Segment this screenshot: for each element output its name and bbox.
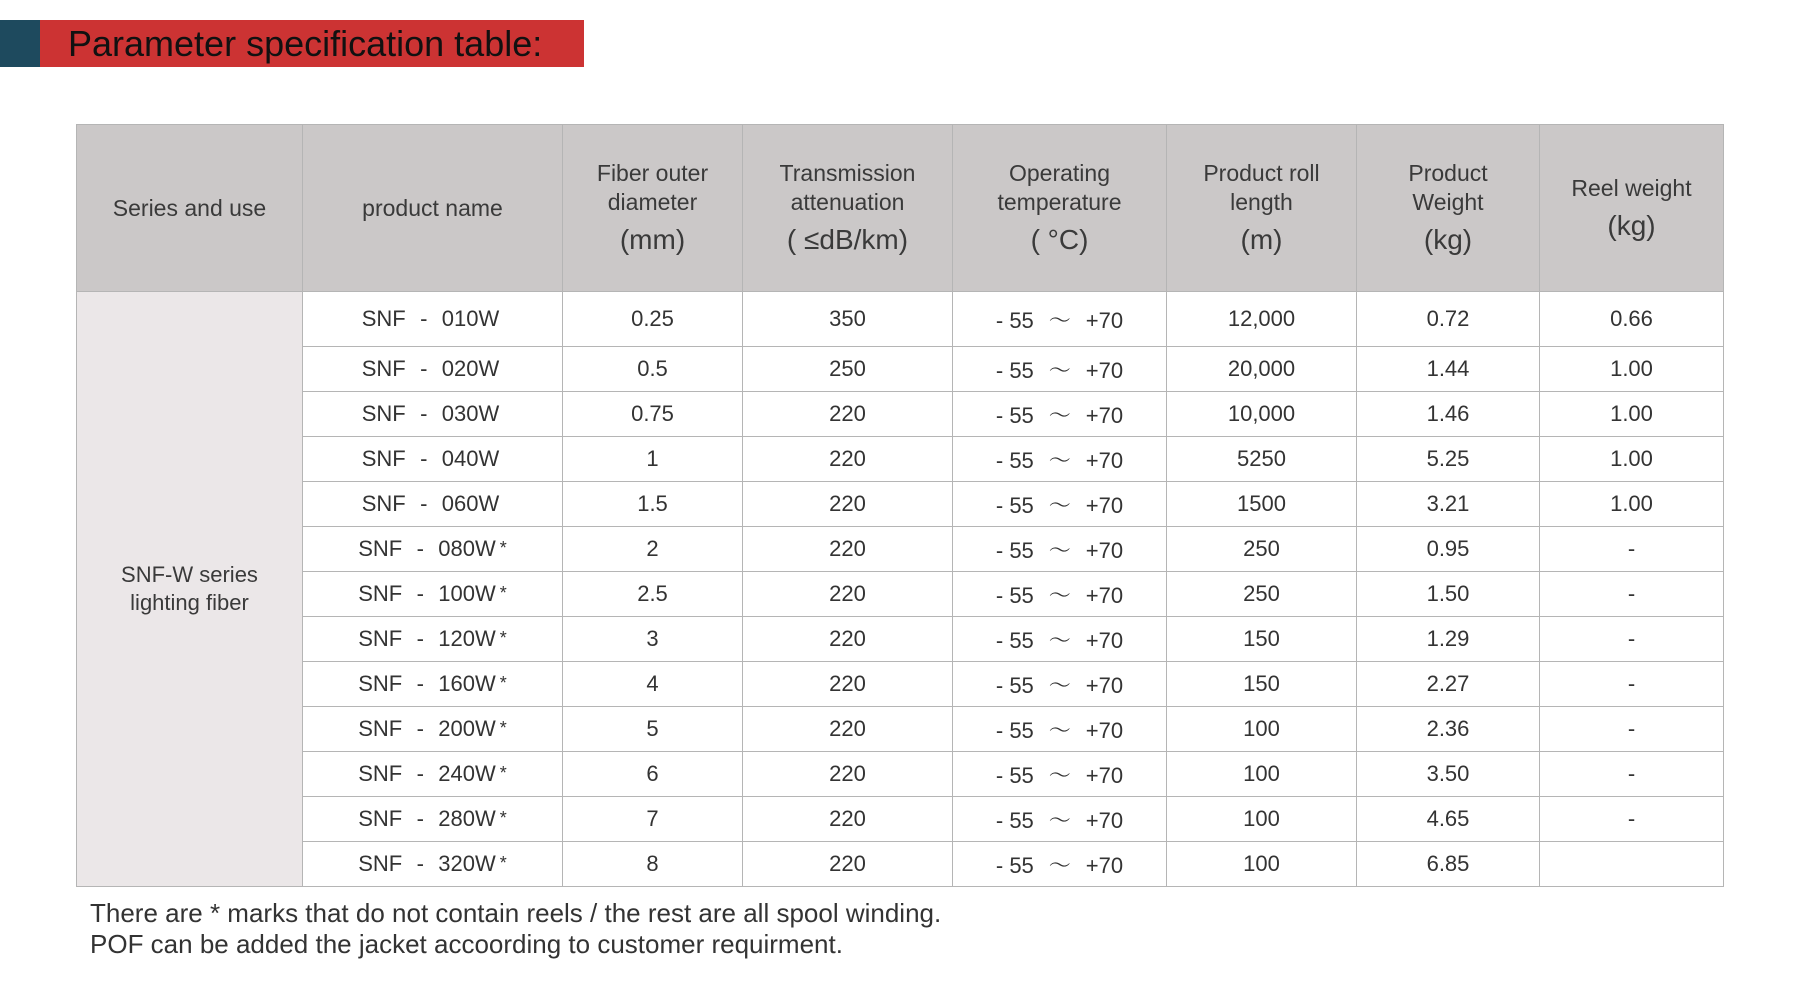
temp-min: - 55 — [995, 717, 1034, 743]
product-prefix: SNF — [361, 491, 406, 516]
cell-product-weight: 1.46 — [1357, 392, 1540, 437]
table-body — [77, 292, 1724, 887]
cell-operating-temperature — [953, 527, 1167, 572]
product-code: 010W — [441, 306, 500, 331]
product-code: 020W — [441, 356, 500, 381]
cell-attenuation: 220 — [743, 527, 953, 572]
table-row — [77, 617, 1724, 662]
temp-min: - 55 — [995, 357, 1034, 383]
header-label: Fiber outer — [596, 160, 709, 186]
cell-fiber-diameter: 5 — [563, 707, 743, 752]
product-prefix: SNF — [358, 761, 403, 786]
cell-product-name — [303, 292, 563, 347]
cell-product-weight: 5.25 — [1357, 437, 1540, 482]
temp-max: +70 — [1085, 402, 1124, 428]
cell-roll-length: 250 — [1167, 572, 1357, 617]
product-prefix: SNF — [361, 356, 406, 381]
product-separator: - — [420, 491, 428, 516]
title-accent-block — [0, 20, 40, 67]
cell-reel-weight: - — [1540, 752, 1724, 797]
footnote-jacket: POF can be added the jacket accoording to customer requirment. — [90, 929, 843, 959]
cell-attenuation: 220 — [743, 752, 953, 797]
product-prefix: SNF — [358, 716, 403, 741]
product-code: 060W — [441, 491, 500, 516]
table-header-row — [77, 125, 1724, 292]
cell-operating-temperature — [953, 392, 1167, 437]
temp-max: +70 — [1085, 447, 1124, 473]
cell-attenuation: 220 — [743, 437, 953, 482]
cell-roll-length: 12,000 — [1167, 292, 1357, 347]
cell-product-name — [303, 797, 563, 842]
cell-fiber-diameter: 1.5 — [563, 482, 743, 527]
cell-roll-length: 5250 — [1167, 437, 1357, 482]
temp-max: +70 — [1085, 492, 1124, 518]
product-separator: - — [416, 851, 424, 876]
temp-min: - 55 — [995, 307, 1034, 333]
series-line: SNF-W series — [121, 562, 258, 587]
temp-min: - 55 — [995, 762, 1034, 788]
cell-attenuation: 220 — [743, 797, 953, 842]
product-prefix: SNF — [361, 401, 406, 426]
header-fiber-outer-diameter — [563, 125, 743, 292]
cell-operating-temperature — [953, 797, 1167, 842]
table-row — [77, 752, 1724, 797]
temp-range-separator: ～ — [1048, 447, 1071, 473]
cell-roll-length: 100 — [1167, 707, 1357, 752]
header-unit: ( °C) — [1030, 224, 1089, 255]
cell-reel-weight: - — [1540, 797, 1724, 842]
cell-attenuation: 220 — [743, 572, 953, 617]
cell-operating-temperature — [953, 292, 1167, 347]
cell-product-weight: 2.27 — [1357, 662, 1540, 707]
cell-roll-length: 100 — [1167, 842, 1357, 887]
temp-min: - 55 — [995, 807, 1034, 833]
cell-fiber-diameter: 8 — [563, 842, 743, 887]
temp-min: - 55 — [995, 537, 1034, 563]
header-label: Reel weight — [1571, 174, 1692, 201]
temp-max: +70 — [1085, 672, 1124, 698]
product-prefix: SNF — [358, 536, 403, 561]
header-product-weight — [1357, 125, 1540, 292]
cell-roll-length: 150 — [1167, 617, 1357, 662]
header-label: Series and use — [112, 194, 267, 221]
temp-max: +70 — [1085, 627, 1124, 653]
cell-attenuation: 350 — [743, 292, 953, 347]
product-prefix: SNF — [358, 806, 403, 831]
temp-range-separator: ～ — [1048, 807, 1071, 833]
product-separator: - — [416, 581, 424, 606]
cell-product-weight: 3.50 — [1357, 752, 1540, 797]
temp-min: - 55 — [995, 627, 1034, 653]
header-unit: (kg) — [1607, 209, 1656, 241]
header-label: Weight — [1412, 189, 1484, 215]
cell-product-weight: 0.72 — [1357, 292, 1540, 347]
temp-range-separator: ～ — [1048, 672, 1071, 698]
cell-series-and-use — [77, 292, 303, 887]
temp-max: +70 — [1085, 717, 1124, 743]
temp-max: +70 — [1085, 582, 1124, 608]
table-row — [77, 842, 1724, 887]
header-unit: (m) — [1240, 224, 1283, 255]
cell-roll-length: 100 — [1167, 752, 1357, 797]
no-reel-mark: * — [499, 673, 507, 693]
cell-reel-weight: - — [1540, 527, 1724, 572]
table-row — [77, 292, 1724, 347]
title-banner — [0, 20, 584, 67]
series-line: lighting fiber — [130, 590, 249, 615]
temp-min: - 55 — [995, 402, 1034, 428]
product-code: 320W — [438, 851, 496, 876]
cell-reel-weight: 1.00 — [1540, 482, 1724, 527]
header-unit: ( ≤dB/km) — [786, 224, 909, 255]
product-separator: - — [420, 446, 428, 471]
cell-reel-weight: - — [1540, 707, 1724, 752]
product-separator: - — [416, 806, 424, 831]
product-code: 280W — [438, 806, 496, 831]
cell-fiber-diameter: 2 — [563, 527, 743, 572]
table-row — [77, 482, 1724, 527]
cell-fiber-diameter: 3 — [563, 617, 743, 662]
page-title: Parameter specification table: — [40, 20, 584, 67]
parameter-table — [76, 124, 1724, 887]
temp-max: +70 — [1085, 762, 1124, 788]
header-label: Product — [1408, 160, 1488, 186]
header-label: Operating — [1008, 160, 1110, 186]
temp-min: - 55 — [995, 582, 1034, 608]
no-reel-mark: * — [499, 763, 507, 783]
cell-attenuation: 220 — [743, 617, 953, 662]
table-row — [77, 437, 1724, 482]
temp-range-separator: ～ — [1048, 717, 1071, 743]
cell-reel-weight: 1.00 — [1540, 437, 1724, 482]
cell-product-name — [303, 347, 563, 392]
header-transmission-attenuation — [743, 125, 953, 292]
cell-product-weight: 2.36 — [1357, 707, 1540, 752]
product-code: 030W — [441, 401, 500, 426]
temp-min: - 55 — [995, 447, 1034, 473]
cell-fiber-diameter: 0.5 — [563, 347, 743, 392]
temp-range-separator: ～ — [1048, 852, 1071, 878]
header-label: Transmission — [779, 160, 916, 186]
cell-fiber-diameter: 4 — [563, 662, 743, 707]
cell-attenuation: 220 — [743, 707, 953, 752]
cell-reel-weight: - — [1540, 662, 1724, 707]
cell-product-name — [303, 437, 563, 482]
product-prefix: SNF — [361, 446, 406, 471]
no-reel-mark: * — [499, 538, 507, 558]
cell-roll-length: 10,000 — [1167, 392, 1357, 437]
cell-operating-temperature — [953, 617, 1167, 662]
cell-product-name — [303, 572, 563, 617]
cell-fiber-diameter: 0.75 — [563, 392, 743, 437]
cell-reel-weight: 1.00 — [1540, 347, 1724, 392]
header-product-roll-length — [1167, 125, 1357, 292]
header-operating-temperature — [953, 125, 1167, 292]
cell-product-weight: 1.50 — [1357, 572, 1540, 617]
header-label: attenuation — [790, 189, 905, 215]
table-row — [77, 707, 1724, 752]
table-row — [77, 527, 1724, 572]
cell-fiber-diameter: 0.25 — [563, 292, 743, 347]
header-label: product name — [362, 194, 503, 221]
cell-product-weight: 0.95 — [1357, 527, 1540, 572]
cell-roll-length: 100 — [1167, 797, 1357, 842]
no-reel-mark: * — [499, 628, 507, 648]
product-code: 080W — [438, 536, 496, 561]
no-reel-mark: * — [499, 583, 507, 603]
product-code: 160W — [438, 671, 496, 696]
cell-product-weight: 3.21 — [1357, 482, 1540, 527]
header-label: temperature — [997, 189, 1122, 215]
temp-max: +70 — [1085, 807, 1124, 833]
product-code: 200W — [438, 716, 496, 741]
temp-min: - 55 — [995, 672, 1034, 698]
cell-product-name — [303, 842, 563, 887]
product-separator: - — [416, 671, 424, 696]
cell-fiber-diameter: 7 — [563, 797, 743, 842]
cell-product-weight: 1.29 — [1357, 617, 1540, 662]
cell-operating-temperature — [953, 347, 1167, 392]
temp-range-separator: ～ — [1048, 307, 1071, 333]
cell-operating-temperature — [953, 842, 1167, 887]
table-row — [77, 797, 1724, 842]
cell-product-name — [303, 617, 563, 662]
cell-roll-length: 20,000 — [1167, 347, 1357, 392]
temp-max: +70 — [1085, 537, 1124, 563]
cell-operating-temperature — [953, 662, 1167, 707]
product-separator: - — [416, 761, 424, 786]
product-prefix: SNF — [361, 306, 406, 331]
cell-reel-weight: 1.00 — [1540, 392, 1724, 437]
cell-reel-weight: - — [1540, 617, 1724, 662]
product-prefix: SNF — [358, 671, 403, 696]
cell-attenuation: 220 — [743, 842, 953, 887]
product-code: 100W — [438, 581, 496, 606]
temp-range-separator: ～ — [1048, 627, 1071, 653]
product-code: 120W — [438, 626, 496, 651]
no-reel-mark: * — [499, 853, 507, 873]
product-separator: - — [416, 626, 424, 651]
product-separator: - — [420, 306, 428, 331]
cell-fiber-diameter: 2.5 — [563, 572, 743, 617]
cell-fiber-diameter: 6 — [563, 752, 743, 797]
no-reel-mark: * — [499, 808, 507, 828]
table-row — [77, 347, 1724, 392]
cell-roll-length: 150 — [1167, 662, 1357, 707]
table-row — [77, 572, 1724, 617]
cell-attenuation: 220 — [743, 482, 953, 527]
no-reel-mark: * — [499, 718, 507, 738]
cell-operating-temperature — [953, 707, 1167, 752]
header-product-name — [303, 125, 563, 292]
cell-product-name — [303, 482, 563, 527]
temp-min: - 55 — [995, 852, 1034, 878]
table-row — [77, 662, 1724, 707]
footnotes — [90, 898, 941, 960]
header-series-and-use — [77, 125, 303, 292]
product-separator: - — [420, 356, 428, 381]
cell-roll-length: 1500 — [1167, 482, 1357, 527]
temp-max: +70 — [1085, 852, 1124, 878]
cell-attenuation: 220 — [743, 392, 953, 437]
product-separator: - — [416, 536, 424, 561]
cell-operating-temperature — [953, 437, 1167, 482]
cell-operating-temperature — [953, 482, 1167, 527]
header-label: Product roll — [1203, 160, 1320, 186]
header-unit: (mm) — [619, 224, 686, 255]
product-prefix: SNF — [358, 581, 403, 606]
cell-operating-temperature — [953, 572, 1167, 617]
header-unit: (kg) — [1423, 224, 1473, 255]
cell-product-name — [303, 662, 563, 707]
cell-fiber-diameter: 1 — [563, 437, 743, 482]
cell-roll-length: 250 — [1167, 527, 1357, 572]
temp-range-separator: ～ — [1048, 402, 1071, 428]
temp-max: +70 — [1085, 307, 1124, 333]
temp-min: - 55 — [995, 492, 1034, 518]
product-code: 040W — [441, 446, 500, 471]
cell-product-name — [303, 707, 563, 752]
cell-operating-temperature — [953, 752, 1167, 797]
product-separator: - — [416, 716, 424, 741]
product-prefix: SNF — [358, 851, 403, 876]
cell-attenuation: 220 — [743, 662, 953, 707]
cell-attenuation: 250 — [743, 347, 953, 392]
product-prefix: SNF — [358, 626, 403, 651]
cell-reel-weight: 0.66 — [1540, 292, 1724, 347]
footnote-reels: There are * marks that do not contain reels / the rest are all spool winding. — [90, 898, 942, 928]
temp-range-separator: ～ — [1048, 537, 1071, 563]
cell-reel-weight — [1540, 842, 1724, 887]
header-label: diameter — [607, 189, 698, 215]
cell-product-name — [303, 527, 563, 572]
cell-reel-weight: - — [1540, 572, 1724, 617]
product-separator: - — [420, 401, 428, 426]
temp-range-separator: ～ — [1048, 582, 1071, 608]
table-row — [77, 392, 1724, 437]
cell-product-weight: 6.85 — [1357, 842, 1540, 887]
header-reel-weight — [1540, 125, 1724, 292]
cell-product-name — [303, 752, 563, 797]
temp-range-separator: ～ — [1048, 357, 1071, 383]
cell-product-weight: 4.65 — [1357, 797, 1540, 842]
cell-product-weight: 1.44 — [1357, 347, 1540, 392]
temp-range-separator: ～ — [1048, 492, 1071, 518]
product-code: 240W — [438, 761, 496, 786]
temp-max: +70 — [1085, 357, 1124, 383]
temp-range-separator: ～ — [1048, 762, 1071, 788]
cell-product-name — [303, 392, 563, 437]
header-label: length — [1230, 189, 1293, 215]
